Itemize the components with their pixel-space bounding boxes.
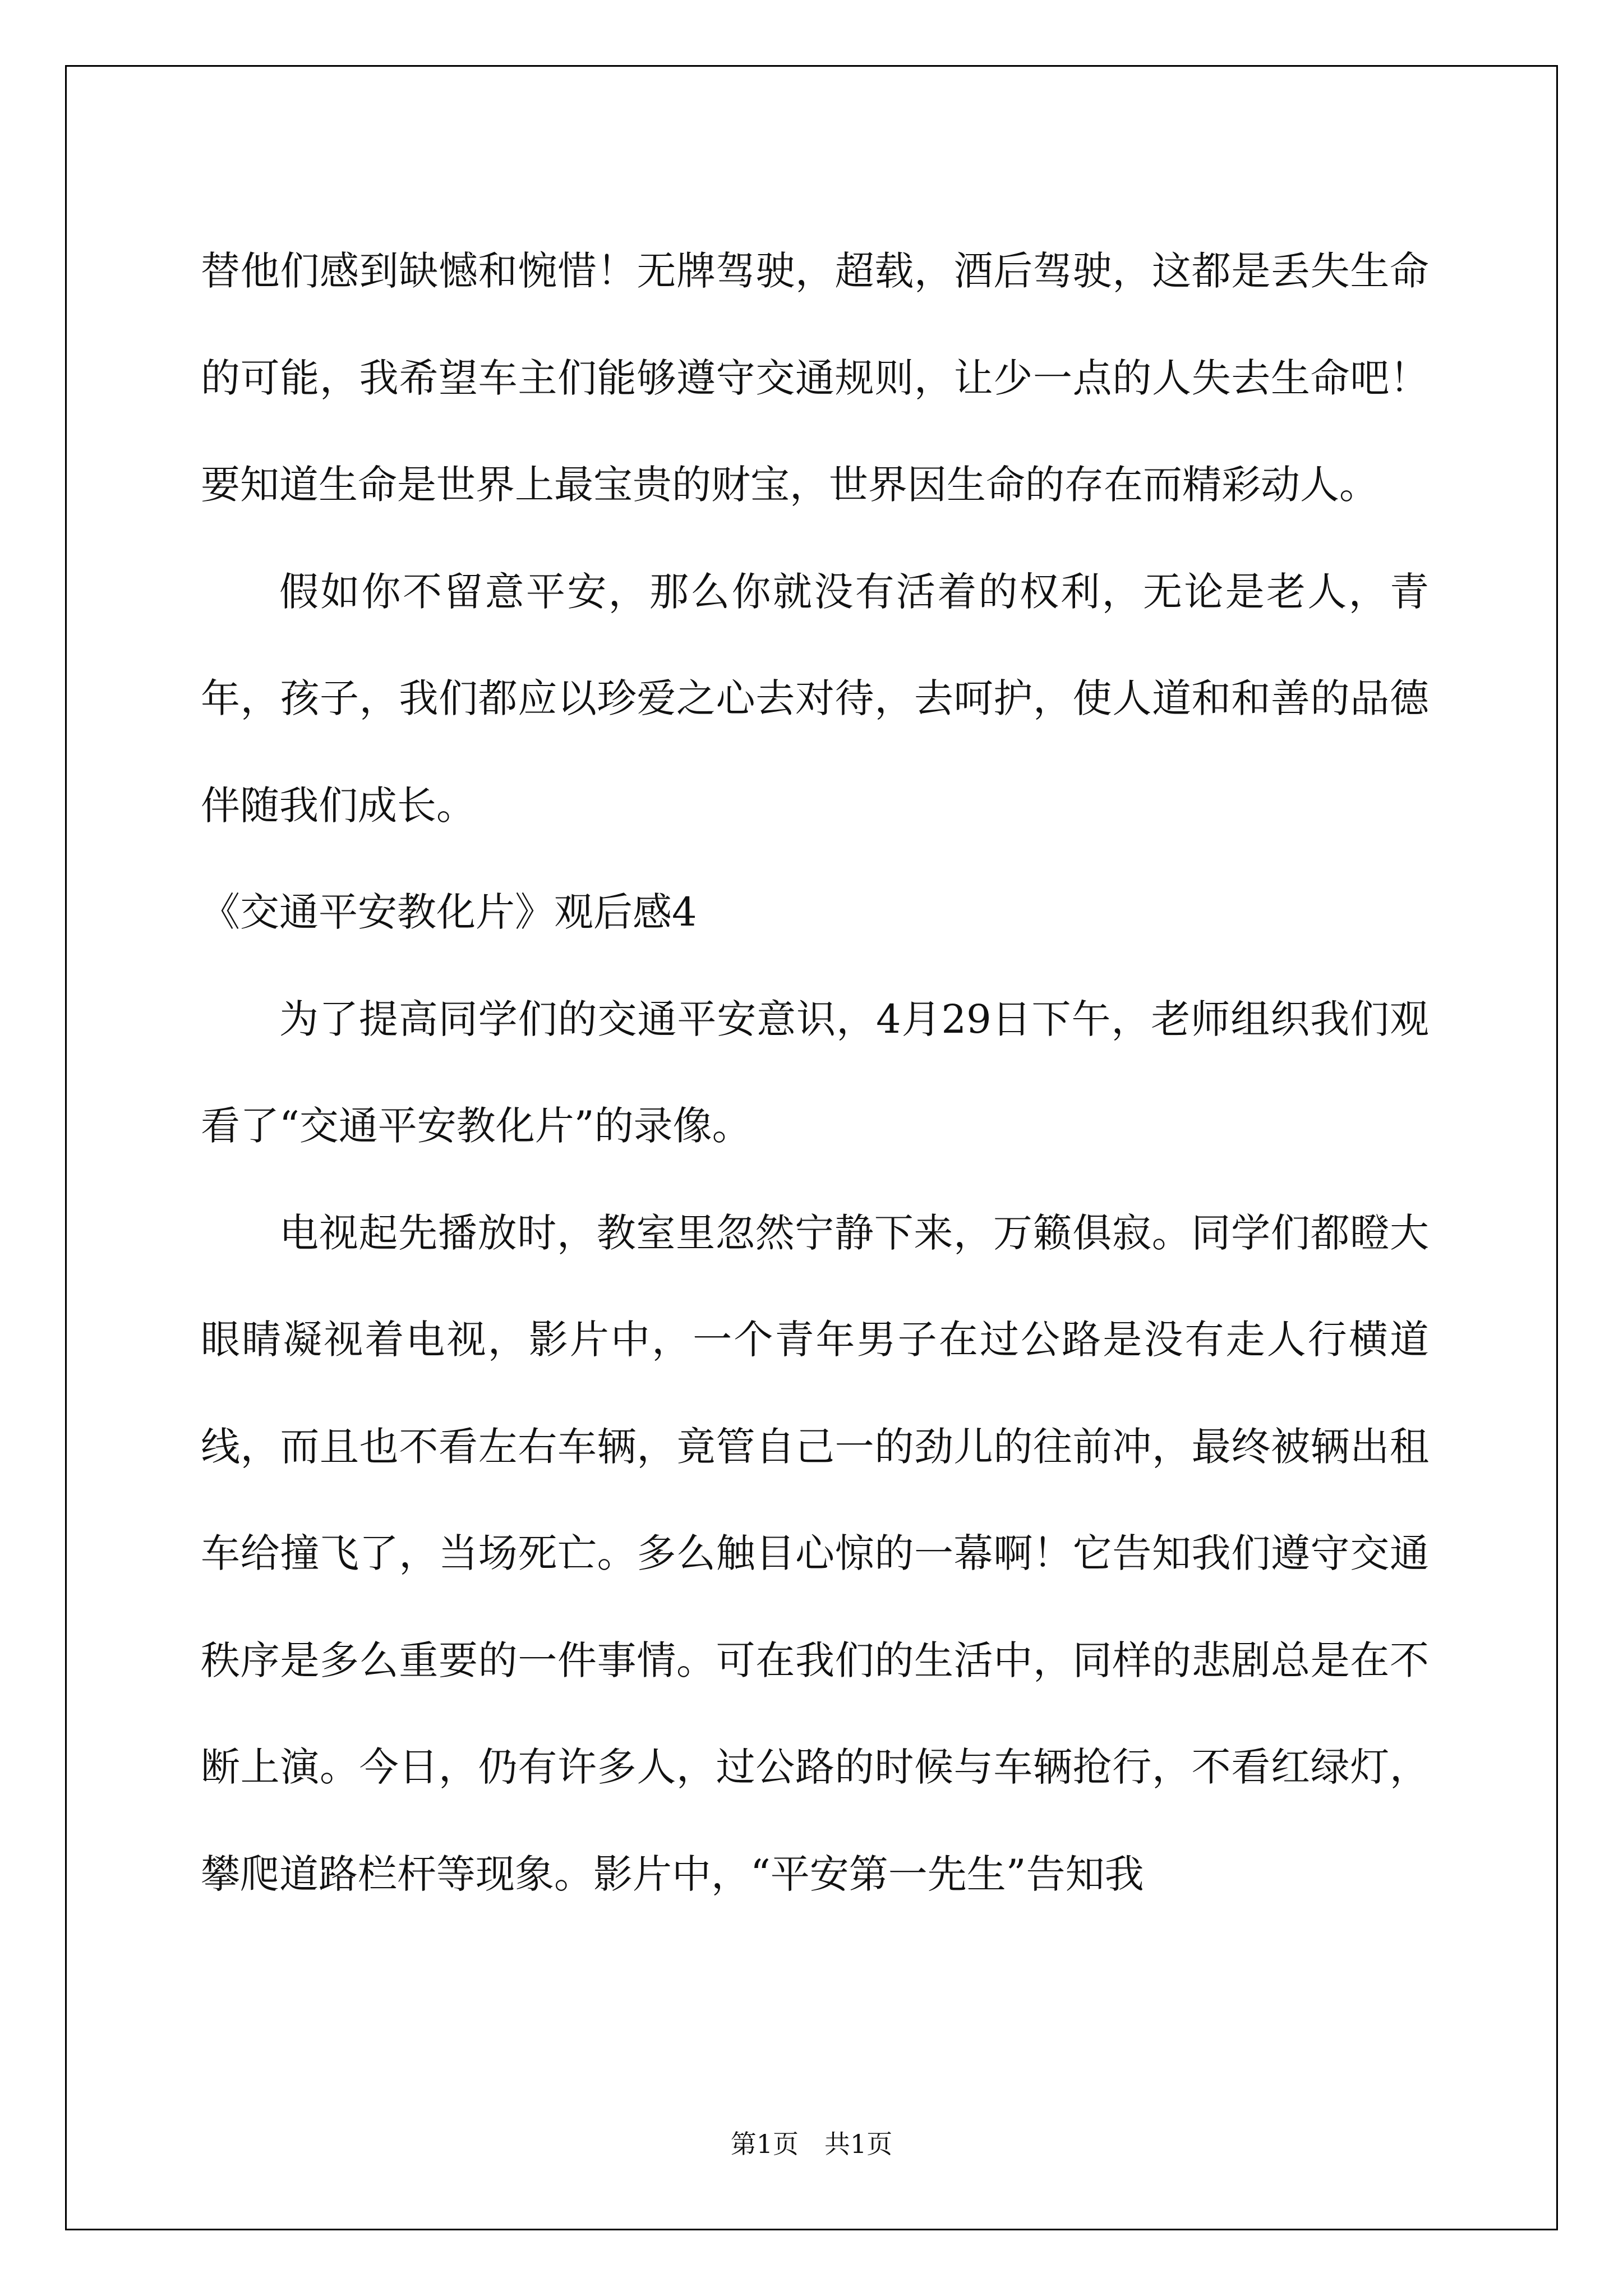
paragraph-continuation: 替他们感到缺憾和惋惜！无牌驾驶，超载，酒后驾驶，这都是丢失生命的可能，我希望车主们能够遵守交通规则，让少一点的人失去生命吧！要知道生命是世界上最宝贵的财宝，世界因生命的存在而精彩动人。: [201, 248, 1429, 508]
document-body: [201, 218, 1429, 1927]
page-footer: [0, 2127, 1623, 2161]
paragraph: 为了提高同学们的交通平安意识，4月29日下午，老师组织我们观看了“交通平安教化片”的录像。: [201, 996, 1429, 1149]
paragraph: 电视起先播放时，教室里忽然宁静下来，万籁俱寂。同学们都瞪大眼睛凝视着电视，影片中，一个青年男子在过公路是没有走人行横道线，而且也不看左右车辆，竟管自己一的劲儿的往前冲，最终被辆出租车给撞飞了，当场死亡。多么触目心惊的一幕啊！它告知我们遵守交通秩序是多么重要的一件事情。可在我们的生活中，同样的悲剧总是在不断上演。今日，仍有许多人，过公路的时候与车辆抢行，不看红绿灯，攀爬道路栏杆等现象。影片中，“平安第一先生”告知我: [201, 1209, 1429, 1897]
page-total: 共1页: [824, 2129, 893, 2159]
section-heading: 《交通平安教化片》观后感4: [201, 889, 697, 935]
page-number: 第1页: [730, 2129, 799, 2159]
paragraph: 假如你不留意平安，那么你就没有活着的权利，无论是老人，青年，孩子，我们都应以珍爱之心去对待，去呵护，使人道和和善的品德伴随我们成长。: [201, 568, 1429, 829]
